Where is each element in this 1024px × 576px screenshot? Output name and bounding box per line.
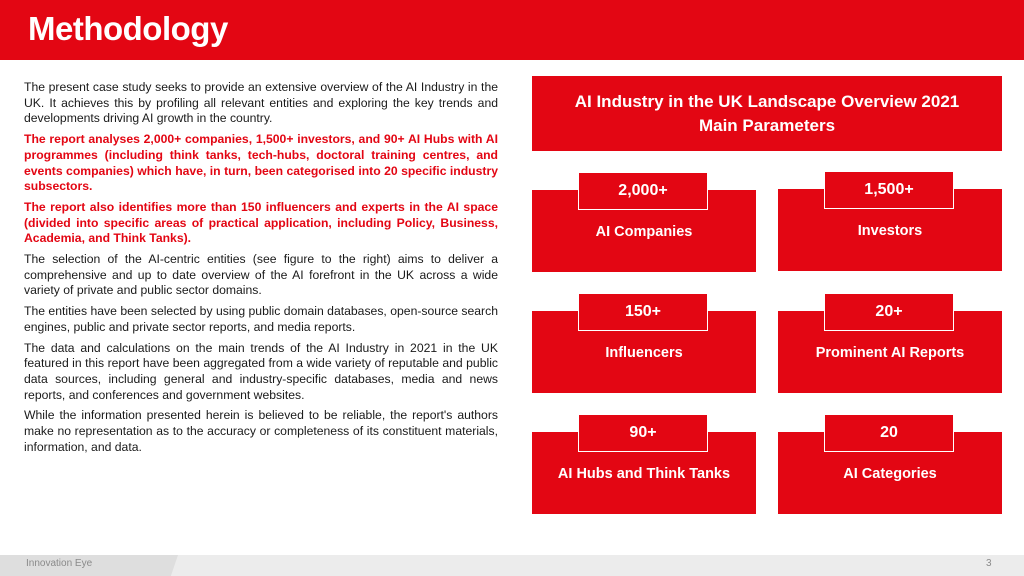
stat-label: AI Categories — [843, 466, 937, 482]
stat-label: Prominent AI Reports — [815, 345, 965, 361]
stat-value: 150+ — [578, 293, 708, 331]
paragraph-highlight-analysis: The report analyses 2,000+ companies, 1,500+ investors, and 90+ AI Hubs with AI programmes (including think tanks, tech-hubs, doctoral training centres, and events companies) which have, in turn, been categorised into 20 specific industry subsectors. — [24, 132, 498, 194]
stat-label: Investors — [857, 223, 923, 239]
paragraph-highlight-influencers: The report also identifies more than 150 influencers and experts in the AI space (divided into specific areas of practical application, including Policy, Business, Academia, and Think Tanks). — [24, 199, 498, 246]
stat-card-ai-categories — [778, 424, 1002, 514]
landscape-overview-banner — [532, 76, 1002, 151]
stat-card-influencers — [532, 303, 756, 393]
paragraph-entities: The entities have been selected by using public domain databases, open-source search engines, public and private sector reports, and media reports. — [24, 304, 498, 334]
stat-label: AI Hubs and Think Tanks — [557, 466, 731, 482]
stat-card-ai-hubs — [532, 424, 756, 514]
stat-value: 20+ — [824, 293, 954, 331]
stat-value: 90+ — [578, 414, 708, 452]
landscape-title: AI Industry in the UK Landscape Overview 2021 — [574, 91, 960, 111]
stat-value: 1,500+ — [824, 171, 954, 209]
page-title: Methodology — [28, 10, 228, 47]
stat-value: 20 — [824, 414, 954, 452]
paragraph-selection: The selection of the AI-centric entities (see figure to the right) aims to deliver a comprehensive and up to date overview of the AI forefront in the UK across a wide variety of private and public sector domains. — [24, 252, 498, 298]
stat-card-ai-reports — [778, 303, 1002, 393]
landscape-subtitle: Main Parameters — [698, 115, 836, 135]
header-bar — [0, 0, 1024, 60]
paragraph-disclaimer: While the information presented herein is believed to be reliable, the report's authors make no representation as to the accuracy or completeness of its constituent materials, information, and data. — [24, 408, 498, 454]
stat-value: 2,000+ — [578, 172, 708, 210]
stat-label: Influencers — [605, 345, 683, 361]
page-number: 3 — [986, 558, 992, 569]
paragraph-intro: The present case study seeks to provide an extensive overview of the AI Industry in the UK. It achieves this by profiling all relevant entities and exploring the key trends and developments driving AI growth in the country. — [24, 80, 498, 126]
stat-card-investors — [778, 181, 1002, 271]
stat-card-ai-companies — [532, 182, 756, 272]
methodology-text — [24, 80, 498, 460]
paragraph-data-sources: The data and calculations on the main trends of the AI Industry in 2021 in the UK featured in this report have been aggregated from a wide variety of reputable and public data sources, including general and industry-specific databases, media and news reports, and conferences and government websites. — [24, 340, 498, 402]
stat-label: AI Companies — [595, 224, 693, 240]
footer-brand: Innovation Eye — [26, 558, 93, 569]
